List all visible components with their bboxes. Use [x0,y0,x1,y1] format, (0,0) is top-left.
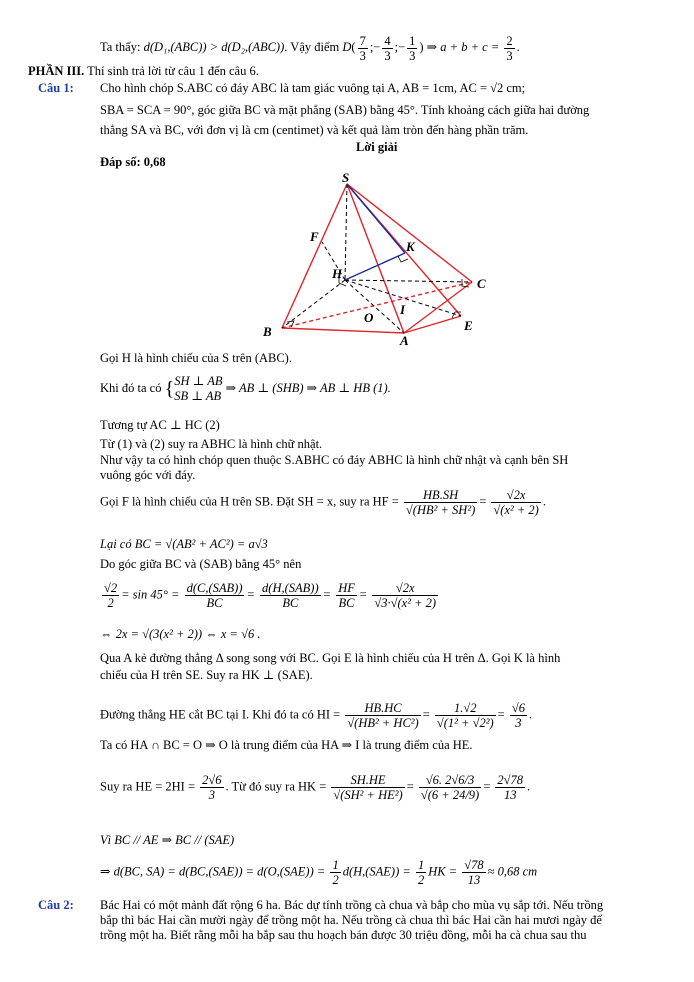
answer-text: Đáp số: 0,68 [100,155,166,169]
frac-dh: $\frac{\text{d(H,(SAB))}}{BC}$ [262,581,319,610]
section-text: Thí sinh trả lời từ câu 1 đến câu 6. [84,64,259,78]
sol-line-15: Ta có HA ∩ BC = O ⇒ O là trung điểm của HA ⇒ I là trung điểm của HE. [100,738,473,752]
sol-line-12: Qua A kẻ đường thẳng Δ song song với BC. Gọi E là hình chiếu của H trên Δ. Gọi K là hình [100,651,561,665]
frac-hi3: $\frac{√6}{3}$ [511,701,525,730]
sol-line-8: Lại có BC = √(AB² + AC²) = a√3 [100,537,268,551]
brace: { [164,378,175,400]
label-k: K [406,239,415,254]
edge-ae [404,316,461,333]
edge-sk [347,184,405,253]
frac-he: $\frac{2√6}{3}$ [202,773,222,802]
sol-2d: ⇒ AB ⊥ (SHB) ⇒ AB ⊥ HB (1). [225,380,391,395]
q2-line-1: Bác Hai có một mảnh đất rộng 6 ha. Bác dự tính trồng cà chua và bắp cho mùa vụ sắp tới. Nếu trồng [100,898,604,912]
label-e: E [464,318,473,333]
label-i: I [400,302,406,317]
q1-label: Câu 1: [38,81,74,95]
frac-sqrt78: $\frac{√78}{13}$ [464,858,484,887]
sol-line-16: Suy ra HE = 2HI = $\frac{2√6}{3}$ . Từ đó suy ra HK = $\frac{SH.HE}{\text{√(SH² + HE²)}}$ = $\frac{√6. 2√6/3}{√(6 + 24/9)}$ = $\frac{2√78}{13}$ . [100,773,531,802]
top-line: Ta thấy: d(D₁,(ABC)) > d(D₂,(ABC)). Vậy điểm D( $\frac{7}{3}$ ;− $\frac{4}{3}$ ;− $\frac{1}{3}$ ) ⇒ a + b + c = $\frac{2}{3}$ . [100,33,520,63]
label-b: B [263,324,272,339]
edge-hc [345,280,472,282]
frac-hf: $\frac{HB.SH}{\text{√(HB² + SH²)}}$ [405,488,476,517]
sol-line-3: Tương tự AC ⊥ HC (2) [100,418,220,432]
sol-line-5: Như vậy ta có hình chóp quen thuộc S.ABHC có đáy ABHC là hình chữ nhật và cạnh bên SH [100,453,569,467]
frac-dc: $\frac{\text{d(C,(SAB))}}{BC}$ [186,581,243,610]
sol-line-17: Vì BC // AE ⇒ BC // (SAE) [100,833,235,847]
frac-sqrt2-2: $\frac{√2}{2}$ [104,581,118,610]
label-o: O [364,310,374,325]
top-text-a: Ta thấy: [100,40,141,54]
label-f: F [310,229,319,244]
top-text-c: . Vậy điểm [284,40,340,54]
sol-line-18: ⇒ d(BC, SA) = d(BC,(SAE)) = d(O,(SAE)) = $\frac{1}{2}$ d(H,(SAE)) = $\frac{1}{2}$ HK = $\frac{√78}{13}$ ≈ 0,68 cm [100,858,538,887]
q2-line-3: trồng một ha. Biết rằng mỗi ha bắp sau thu hoạch bán được 30 triệu đồng, mỗi ha cà chua sau thu [100,928,587,942]
frac-4-3: $\frac{4}{3}$ [384,33,391,63]
sol-2a: Khi đó ta có [100,380,162,395]
edge-hb [282,280,345,328]
sol-line-9: Do góc giữa BC và (SAB) bằng 45° nên [100,557,302,571]
edge-sb [282,184,347,328]
system: SH ⊥ AB SB ⊥ AB [174,374,223,403]
frac-1-3: $\frac{1}{3}$ [409,33,416,63]
sol-line-4: Từ (1) và (2) suy ra ABHC là hình chữ nhật. [100,437,323,451]
frac-half-2: $\frac{1}{2}$ [417,858,425,887]
frac-hi: $\frac{HB.HC}{\text{√(HB² + HC²)}}$ [347,701,419,730]
q2-label: Câu 2: [38,898,74,912]
frac-hi2: $\frac{1.√2}{\text{√(1² + √2²)}}$ [436,701,494,730]
section-title: PHẦN III. [28,64,85,78]
top-text-e: ⇒ a + b + c = [426,40,500,54]
sol-line-10: $\frac{√2}{2}$ = sin 45° = $\frac{\text{d(C,(SAB))}}{BC}$ = $\frac{\text{d(H,(SAB))}}{BC}$ = $\frac{HF}{BC}$ = $\frac{√2x}{\text{√3·√(x² + 2)}}$ [104,581,437,610]
edge-ba [282,328,404,333]
sol-line-13: chiếu của H trên SE. Suy ra HK ⊥ (SAE). [100,668,313,682]
solution-title: Lời giải [356,140,398,154]
label-a: A [400,333,409,348]
sol-line-2 [100,374,391,404]
right-angle-k [398,256,408,262]
q1-line-1: Cho hình chóp S.ABC có đáy ABC là tam giác vuông tại A, AB = 1cm, AC = √2 cm; [100,81,526,95]
frac-hf2: $\frac{√2x}{\text{√(x² + 2)}}$ [493,488,539,517]
frac-7-3: $\frac{7}{3}$ [359,33,366,63]
label-h: H [332,266,343,281]
frac-hk2: $\frac{√6. 2√6/3}{√(6 + 24/9)}$ [420,773,480,802]
top-text-b: d(D₁,(ABC)) > d(D₂,(ABC)) [143,40,285,54]
frac-x: $\frac{√2x}{\text{√3·√(x² + 2)}}$ [374,581,437,610]
q1-line-3: thẳng SA và BC, với đơn vị là cm (centimet) và kết quả làm tròn đến hàng phần trăm. [100,123,529,137]
edge-sh [345,184,347,280]
sol-line-6: vuông góc với đáy. [100,468,196,482]
sol-line-14: Đường thẳng HE cắt BC tại I. Khi đó ta có HI = $\frac{HB.HC}{\text{√(HB² + HC²)}}$ = $\frac{1.√2}{\text{√(1² + √2²)}}$ = $\frac{√6}{3}$ . [100,701,533,730]
label-s: S [342,170,350,185]
frac-hf-bc: $\frac{HF}{BC}$ [338,581,355,610]
frac-half-1: $\frac{1}{2}$ [332,858,339,887]
section-heading [28,64,259,79]
label-c: C [477,276,486,291]
q1-line-2: SBA = SCA = 90°, góc giữa BC và mặt phẳng (SAB) bằng 45°. Tính khoảng cách giữa hai đường [100,103,590,117]
sol-line-7: Gọi F là hình chiếu của H trên SB. Đặt SH = x, suy ra HF = $\frac{HB.SH}{\text{√(HB² + SH²)}}$ = $\frac{√2x}{\text{√(x² + 2)}}$ . [100,488,546,517]
frac-hk: $\frac{SH.HE}{\text{√(SH² + HE²)}}$ [333,773,403,802]
edge-ha [345,280,404,333]
point-d: D [342,40,352,54]
frac-2-3: $\frac{2}{3}$ [506,33,513,63]
q2-line-2: bắp thì bác Hai cần mười ngày để trồng một ha. Nếu trồng cà chua thì bác Hai cần hai mươi ngày để [100,913,602,927]
sol-line-1: Gọi H là hình chiếu của S trên (ABC). [100,351,292,365]
frac-hk3: $\frac{2√78}{13}$ [497,773,524,802]
pyramid-figure [260,168,490,348]
sol-line-11: ⇔ 2x = √(3(x² + 2)) ⇔ x = √6 . [100,627,261,641]
